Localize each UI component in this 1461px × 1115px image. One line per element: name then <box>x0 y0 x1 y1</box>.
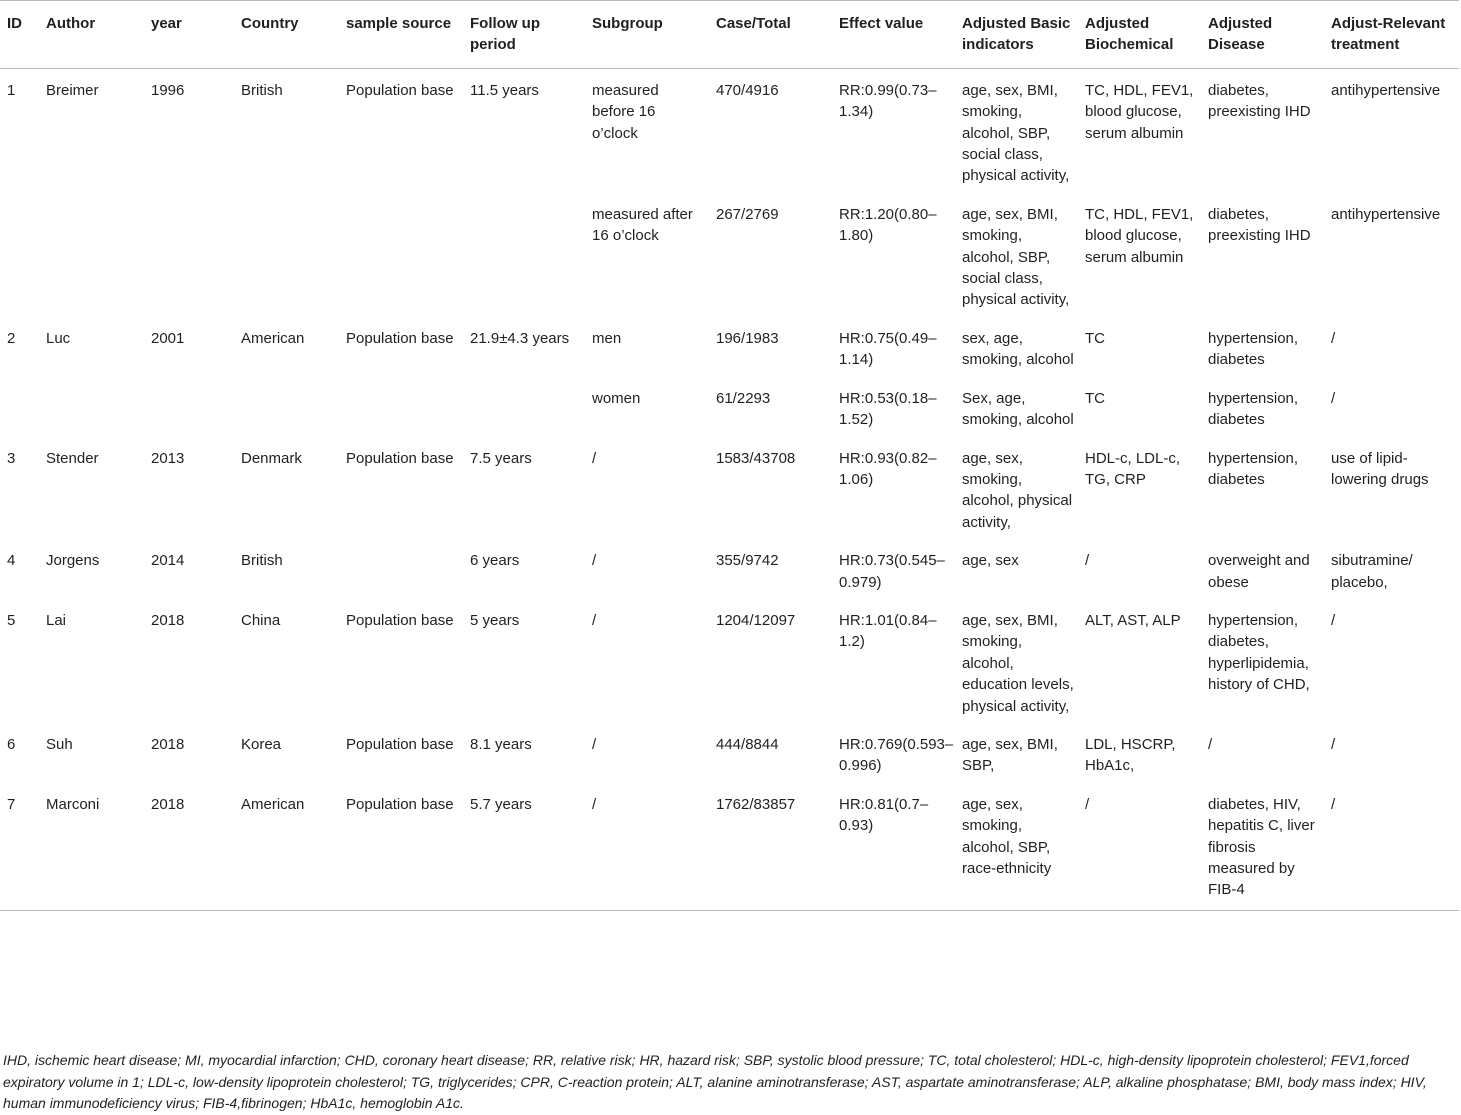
cell-country: American <box>241 329 305 347</box>
cell-sample-source: Population base <box>346 735 454 753</box>
cell-year: 2013 <box>151 449 185 467</box>
cell-adjusted-disease: hypertension, diabetes <box>1208 449 1299 488</box>
cell-id: 6 <box>7 735 16 753</box>
cell-case-total: 470/4916 <box>716 81 779 99</box>
cell-adjusted-disease: hypertension, diabetes, hyperlipidemia, history of CHD, <box>1208 611 1310 694</box>
cell-follow-up: 8.1 years <box>470 735 532 753</box>
table-row <box>0 437 1459 540</box>
cell-adjusted-basic: age, sex, BMI, smoking, alcohol, SBP, social class, physical activity, <box>962 205 1070 309</box>
cell-subgroup: measured after 16 o’clock <box>592 205 693 245</box>
cell-sample-source: Population base <box>346 611 454 629</box>
header-cell-adjusted-basic: Adjusted Basic indicators <box>962 15 1071 54</box>
header-cell-id: ID <box>7 15 22 32</box>
cell-subgroup: / <box>592 449 597 467</box>
cell-case-total: 1762/83857 <box>716 795 796 813</box>
cell-follow-up: 5 years <box>470 611 520 629</box>
header-cell-year: year <box>151 15 182 32</box>
cell-author: Lai <box>46 611 67 629</box>
cell-follow-up: 6 years <box>470 552 520 570</box>
cell-case-total: 444/8844 <box>716 735 779 753</box>
header-cell-adjusted-disease: Adjusted Disease <box>1208 15 1273 54</box>
cell-id: 5 <box>7 611 16 629</box>
cell-adjusted-biochemical: TC, HDL, FEV1, blood glucose, serum albumin <box>1085 205 1194 266</box>
cell-treatment: / <box>1331 611 1336 629</box>
cell-adjusted-biochemical: ALT, AST, ALP <box>1085 611 1181 629</box>
table-body <box>0 68 1459 910</box>
cell-effect-value: HR:0.73(0.545–0.979) <box>839 552 945 591</box>
header-cell-effect-value: Effect value <box>839 15 924 32</box>
header-cell-author: Author <box>46 15 96 32</box>
cell-treatment: / <box>1331 389 1336 407</box>
cell-follow-up <box>463 377 585 437</box>
cell-treatment: antihypertensive <box>1331 81 1441 99</box>
cell-subgroup: / <box>592 611 597 629</box>
table-row <box>0 68 1459 193</box>
cell-adjusted-biochemical: TC, HDL, FEV1, blood glucose, serum albumin <box>1085 81 1194 142</box>
cell-follow-up: 5.7 years <box>470 795 532 813</box>
cell-year: 2018 <box>151 735 185 753</box>
cell-id <box>0 193 39 317</box>
cell-adjusted-biochemical: LDL, HSCRP, HbA1c, <box>1085 735 1176 775</box>
header-row <box>0 1 1459 69</box>
cell-subgroup: / <box>592 552 597 570</box>
cell-treatment: / <box>1331 329 1336 347</box>
cell-effect-value: HR:0.93(0.82–1.06) <box>839 449 937 488</box>
cell-sample-source <box>339 377 463 437</box>
cell-effect-value: RR:0.99(0.73–1.34) <box>839 81 937 121</box>
cell-sample-source <box>339 539 463 599</box>
cell-id: 7 <box>7 795 16 813</box>
table-row <box>0 317 1459 377</box>
cell-sample-source <box>339 193 463 317</box>
cell-author: Marconi <box>46 795 100 813</box>
cell-country: British <box>241 81 283 99</box>
cell-author <box>39 377 144 437</box>
header-cell-adjusted-biochemical: Adjusted Biochemical <box>1085 15 1174 54</box>
table-row <box>0 723 1459 783</box>
cell-follow-up: 7.5 years <box>470 449 532 467</box>
cell-case-total: 1583/43708 <box>716 449 796 467</box>
cell-id: 1 <box>7 81 16 99</box>
cell-adjusted-basic: age, sex, BMI, SBP, <box>962 735 1058 775</box>
cell-country: Korea <box>241 735 282 753</box>
cell-adjusted-disease: / <box>1208 735 1213 753</box>
cell-treatment: antihypertensive <box>1331 205 1441 223</box>
cell-adjusted-disease: diabetes, preexisting IHD <box>1208 205 1311 245</box>
cell-country: Denmark <box>241 449 302 467</box>
cell-effect-value: HR:0.81(0.7–0.93) <box>839 795 929 835</box>
cell-treatment: / <box>1331 735 1336 753</box>
cell-id: 4 <box>7 552 16 570</box>
cell-author: Jorgens <box>46 552 100 570</box>
cell-case-total: 267/2769 <box>716 205 779 223</box>
cell-country: China <box>241 611 281 629</box>
cell-adjusted-disease: diabetes, preexisting IHD <box>1208 81 1311 121</box>
cell-subgroup: men <box>592 329 622 347</box>
cell-country: American <box>241 795 305 813</box>
cell-adjusted-biochemical: HDL-c, LDL-c, TG, CRP <box>1085 449 1181 488</box>
table-header <box>0 1 1459 69</box>
cell-author: Breimer <box>46 81 99 99</box>
cell-author: Suh <box>46 735 73 753</box>
cell-author: Luc <box>46 329 71 347</box>
cell-year <box>144 377 234 437</box>
cell-case-total: 196/1983 <box>716 329 779 347</box>
cell-year: 2018 <box>151 611 185 629</box>
header-cell-follow-up-period: Follow up period <box>470 15 540 54</box>
table-row <box>0 377 1459 437</box>
cell-case-total: 1204/12097 <box>716 611 796 629</box>
cell-follow-up <box>463 193 585 317</box>
cell-effect-value: RR:1.20(0.80–1.80) <box>839 205 937 245</box>
header-cell-subgroup: Subgroup <box>592 15 663 32</box>
cell-id: 2 <box>7 329 16 347</box>
cell-author: Stender <box>46 449 99 467</box>
cell-adjusted-basic: age, sex, smoking, alcohol, SBP, race-ethnicity <box>962 795 1052 877</box>
cell-sample-source: Population base <box>346 329 454 347</box>
table-footnote: IHD, ischemic heart disease; MI, myocardial infarction; CHD, coronary heart disease; RR, relative risk; HR, hazard risk; SBP, systolic blood pressure; TC, total cholesterol; HDL-c, high-density lipoprotein cholesterol; FEV1,forced expiratory volume in 1; LDL-c, low-density lipoprotein cholesterol; TG, triglycerides; CPR, C-reaction protein; ALT, alanine aminotransferase; AST, aspartate aminotransferase; ALP, alkaline phosphatase; BMI, body mass index; HIV, human immunodeficiency virus; FIB-4,fibrinogen; HbA1c, hemoglobin A1c. <box>3 1052 1427 1111</box>
cell-adjusted-biochemical: / <box>1085 552 1090 570</box>
cell-treatment: / <box>1331 795 1336 813</box>
cell-follow-up: 11.5 years <box>470 81 539 99</box>
cell-adjusted-basic: Sex, age, smoking, alcohol <box>962 389 1074 429</box>
header-cell-adjust-relevant-treatment: Adjust-Relevant treatment <box>1331 15 1446 54</box>
cell-year: 2014 <box>151 552 185 570</box>
cell-subgroup: women <box>592 389 641 407</box>
cell-effect-value: HR:1.01(0.84–1.2) <box>839 611 937 651</box>
table-row <box>0 539 1459 599</box>
cell-adjusted-biochemical: / <box>1085 795 1090 813</box>
cell-case-total: 61/2293 <box>716 389 771 407</box>
cell-follow-up: 21.9±4.3 years <box>470 329 570 347</box>
header-cell-case-total: Case/Total <box>716 15 791 32</box>
cell-country <box>234 377 339 437</box>
cell-year: 2018 <box>151 795 185 813</box>
cell-subgroup: / <box>592 795 597 813</box>
cell-year: 2001 <box>151 329 185 347</box>
cell-subgroup: measured before 16 o’clock <box>592 81 659 142</box>
cell-adjusted-basic: age, sex, BMI, smoking, alcohol, SBP, social class, physical activity, <box>962 81 1070 185</box>
cell-sample-source: Population base <box>346 795 454 813</box>
cell-year <box>144 193 234 317</box>
cell-case-total: 355/9742 <box>716 552 779 570</box>
table-row <box>0 783 1459 911</box>
cell-adjusted-disease: hypertension, diabetes <box>1208 389 1299 429</box>
header-cell-sample-source: sample source <box>346 15 452 32</box>
cell-adjusted-basic: age, sex <box>962 552 1019 570</box>
cell-id <box>0 377 39 437</box>
cell-adjusted-biochemical: TC <box>1085 389 1105 407</box>
cell-country <box>234 193 339 317</box>
cell-adjusted-basic: sex, age, smoking, alcohol <box>962 329 1074 369</box>
cell-subgroup: / <box>592 735 597 753</box>
cell-adjusted-biochemical: TC <box>1085 329 1105 347</box>
cell-country: British <box>241 552 283 570</box>
cell-adjusted-basic: age, sex, smoking, alcohol, physical activity, <box>962 449 1073 531</box>
cell-year: 1996 <box>151 81 185 99</box>
cell-sample-source: Population base <box>346 449 454 467</box>
cell-treatment: sibutramine/ placebo, <box>1331 552 1413 591</box>
cell-id: 3 <box>7 449 16 467</box>
cell-effect-value: HR:0.769(0.593–0.996) <box>839 735 954 775</box>
cell-adjusted-disease: diabetes, HIV, hepatitis C, liver fibrosis measured by FIB-4 <box>1208 795 1315 899</box>
cell-treatment: use of lipid-lowering drugs <box>1331 449 1429 488</box>
cell-effect-value: HR:0.53(0.18–1.52) <box>839 389 937 429</box>
cell-author <box>39 193 144 317</box>
cell-adjusted-disease: overweight and obese <box>1208 552 1310 591</box>
table-row <box>0 193 1459 317</box>
cell-effect-value: HR:0.75(0.49–1.14) <box>839 329 937 369</box>
header-cell-country: Country <box>241 15 299 32</box>
table-row <box>0 599 1459 723</box>
cell-adjusted-disease: hypertension, diabetes <box>1208 329 1299 369</box>
cell-adjusted-basic: age, sex, BMI, smoking, alcohol, education levels, physical activity, <box>962 611 1074 715</box>
cell-sample-source: Population base <box>346 81 454 99</box>
